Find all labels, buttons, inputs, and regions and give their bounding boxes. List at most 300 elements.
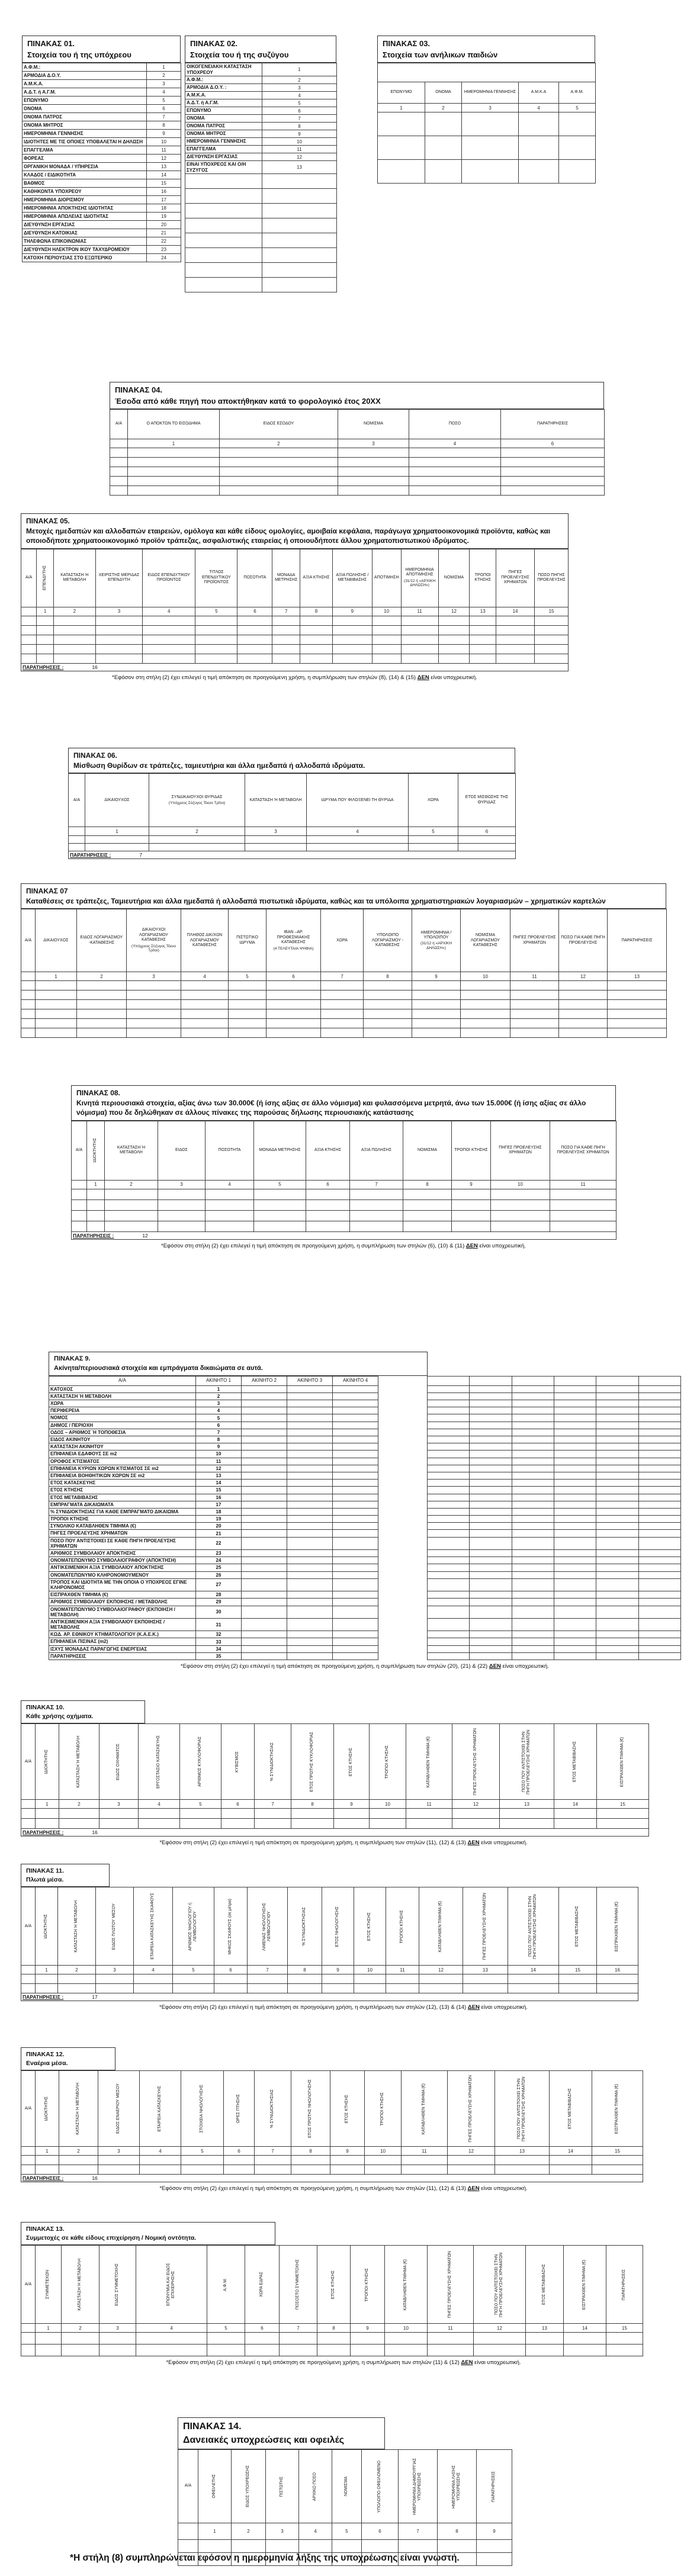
blank-cell[interactable] (229, 981, 266, 990)
blank-cell[interactable] (500, 1809, 554, 1819)
blank-cell[interactable] (461, 981, 510, 990)
blank-cell[interactable] (36, 2156, 59, 2165)
blank-cell[interactable] (496, 654, 535, 663)
blank-cell[interactable] (592, 2165, 643, 2175)
blank-cell[interactable] (195, 644, 237, 654)
blank-cell[interactable] (370, 1809, 406, 1819)
blank-cell[interactable] (333, 1494, 378, 1501)
blank-cell[interactable] (448, 2165, 495, 2175)
blank-cell[interactable] (333, 1472, 378, 1479)
blank-cell[interactable] (37, 625, 53, 635)
blank-cell[interactable] (36, 1000, 77, 1009)
blank-cell[interactable] (98, 2156, 140, 2165)
blank-cell[interactable] (85, 844, 149, 851)
blank-cell[interactable] (59, 1819, 99, 1829)
blank-cell[interactable] (59, 1809, 99, 1819)
blank-cell[interactable] (58, 1984, 96, 1993)
blank-cell[interactable] (596, 1571, 638, 1578)
blank-cell[interactable] (402, 2165, 448, 2175)
blank-cell[interactable] (62, 2333, 99, 2345)
blank-cell[interactable] (428, 1557, 470, 1564)
blank-cell[interactable] (110, 467, 128, 477)
blank-cell[interactable] (242, 1451, 287, 1458)
blank-cell[interactable] (512, 1458, 554, 1465)
blank-cell[interactable] (638, 1530, 680, 1537)
blank-cell[interactable] (596, 1537, 638, 1549)
blank-cell[interactable] (229, 1028, 266, 1038)
blank-cell[interactable] (350, 1221, 403, 1231)
blank-cell[interactable] (287, 1591, 333, 1599)
blank-cell[interactable] (428, 1618, 470, 1630)
blank-cell[interactable] (512, 1516, 554, 1523)
blank-cell[interactable] (242, 1631, 287, 1638)
blank-cell[interactable] (470, 635, 496, 644)
blank-cell[interactable] (608, 1028, 667, 1038)
blank-cell[interactable] (21, 654, 37, 663)
blank-cell[interactable] (181, 1019, 229, 1028)
blank-cell[interactable] (362, 2540, 399, 2553)
blank-cell[interactable] (143, 625, 195, 635)
blank-cell[interactable] (333, 1606, 378, 1618)
blank-cell[interactable] (287, 1578, 333, 1591)
blank-cell[interactable] (477, 2540, 512, 2553)
blank-cell[interactable] (21, 2156, 36, 2165)
blank-cell[interactable] (470, 1472, 512, 1479)
blank-cell[interactable] (554, 1414, 596, 1422)
blank-cell[interactable] (181, 1009, 229, 1019)
blank-cell[interactable] (458, 836, 516, 844)
blank-cell[interactable] (554, 1516, 596, 1523)
blank-cell[interactable] (96, 1974, 134, 1984)
blank-cell[interactable] (221, 1809, 255, 1819)
blank-cell[interactable] (412, 981, 461, 990)
blank-cell[interactable] (224, 2165, 255, 2175)
blank-cell[interactable] (242, 1599, 287, 1606)
blank-cell[interactable] (333, 1516, 378, 1523)
blank-cell[interactable] (526, 2333, 564, 2345)
blank-cell[interactable] (272, 616, 300, 625)
blank-cell[interactable] (221, 1819, 255, 1829)
blank-cell[interactable] (77, 981, 127, 990)
blank-cell[interactable] (559, 990, 608, 1000)
blank-cell[interactable] (262, 248, 337, 263)
blank-cell[interactable] (596, 1508, 638, 1515)
blank-cell[interactable] (372, 616, 401, 625)
blank-cell[interactable] (501, 486, 605, 496)
blank-cell[interactable] (470, 1618, 512, 1630)
blank-cell[interactable] (428, 1436, 470, 1443)
blank-cell[interactable] (564, 2333, 606, 2345)
blank-cell[interactable] (638, 1472, 680, 1479)
blank-cell[interactable] (299, 2540, 332, 2553)
blank-cell[interactable] (21, 1000, 36, 1009)
blank-cell[interactable] (333, 1537, 378, 1549)
blank-cell[interactable] (554, 1443, 596, 1451)
blank-cell[interactable] (638, 1407, 680, 1414)
blank-cell[interactable] (412, 1009, 461, 1019)
blank-cell[interactable] (245, 844, 307, 851)
blank-cell[interactable] (262, 218, 337, 233)
blank-cell[interactable] (550, 1189, 616, 1199)
blank-cell[interactable] (242, 1407, 287, 1414)
blank-cell[interactable] (338, 458, 409, 467)
blank-cell[interactable] (272, 644, 300, 654)
blank-cell[interactable] (351, 2345, 385, 2356)
blank-cell[interactable] (554, 1645, 596, 1652)
blank-cell[interactable] (242, 1385, 287, 1392)
blank-cell[interactable] (287, 1516, 333, 1523)
blank-cell[interactable] (419, 1974, 463, 1984)
blank-cell[interactable] (428, 1407, 470, 1414)
blank-cell[interactable] (378, 136, 425, 160)
blank-cell[interactable] (332, 654, 372, 663)
blank-cell[interactable] (333, 1407, 378, 1414)
blank-cell[interactable] (596, 1472, 638, 1479)
blank-cell[interactable] (554, 1508, 596, 1515)
blank-cell[interactable] (229, 990, 266, 1000)
blank-cell[interactable] (95, 654, 142, 663)
blank-cell[interactable] (554, 1422, 596, 1429)
blank-cell[interactable] (72, 1189, 87, 1199)
blank-cell[interactable] (501, 448, 605, 458)
blank-cell[interactable] (458, 844, 516, 851)
blank-cell[interactable] (181, 990, 229, 1000)
blank-cell[interactable] (128, 448, 220, 458)
blank-cell[interactable] (535, 625, 569, 635)
blank-cell[interactable] (638, 1385, 680, 1392)
blank-cell[interactable] (470, 1487, 512, 1494)
blank-cell[interactable] (333, 1465, 378, 1472)
blank-cell[interactable] (638, 1487, 680, 1494)
blank-cell[interactable] (638, 1523, 680, 1530)
blank-cell[interactable] (255, 1819, 291, 1829)
blank-cell[interactable] (438, 644, 470, 654)
blank-cell[interactable] (21, 644, 37, 654)
blank-cell[interactable] (180, 1809, 221, 1819)
blank-cell[interactable] (185, 204, 262, 218)
blank-cell[interactable] (554, 1631, 596, 1638)
blank-cell[interactable] (69, 836, 85, 844)
blank-cell[interactable] (287, 1557, 333, 1564)
blank-cell[interactable] (512, 1429, 554, 1436)
blank-cell[interactable] (307, 844, 409, 851)
blank-cell[interactable] (491, 1221, 550, 1231)
blank-cell[interactable] (266, 1028, 321, 1038)
blank-cell[interactable] (291, 2156, 330, 2165)
blank-cell[interactable] (596, 1443, 638, 1451)
blank-cell[interactable] (242, 1578, 287, 1591)
blank-cell[interactable] (559, 1019, 608, 1028)
blank-cell[interactable] (255, 2165, 291, 2175)
blank-cell[interactable] (306, 1199, 350, 1210)
blank-cell[interactable] (554, 1638, 596, 1645)
blank-cell[interactable] (322, 1984, 354, 1993)
blank-cell[interactable] (36, 1019, 77, 1028)
blank-cell[interactable] (596, 1385, 638, 1392)
blank-cell[interactable] (205, 1221, 254, 1231)
blank-cell[interactable] (287, 1523, 333, 1530)
blank-cell[interactable] (110, 448, 128, 458)
blank-cell[interactable] (510, 1019, 559, 1028)
blank-cell[interactable] (242, 1606, 287, 1618)
blank-cell[interactable] (438, 635, 470, 644)
blank-cell[interactable] (333, 1557, 378, 1564)
blank-cell[interactable] (333, 1591, 378, 1599)
blank-cell[interactable] (36, 1819, 59, 1829)
blank-cell[interactable] (242, 1487, 287, 1494)
blank-cell[interactable] (554, 1407, 596, 1414)
blank-cell[interactable] (535, 644, 569, 654)
blank-cell[interactable] (554, 1578, 596, 1591)
blank-cell[interactable] (462, 136, 519, 160)
blank-cell[interactable] (501, 458, 605, 467)
blank-cell[interactable] (333, 1578, 378, 1591)
blank-cell[interactable] (608, 1009, 667, 1019)
blank-cell[interactable] (333, 1414, 378, 1422)
blank-cell[interactable] (53, 635, 95, 644)
blank-cell[interactable] (554, 1819, 597, 1829)
blank-cell[interactable] (287, 1443, 333, 1451)
blank-cell[interactable] (559, 160, 596, 184)
blank-cell[interactable] (638, 1599, 680, 1606)
blank-cell[interactable] (470, 1480, 512, 1487)
blank-cell[interactable] (438, 616, 470, 625)
blank-cell[interactable] (638, 1458, 680, 1465)
blank-cell[interactable] (287, 1645, 333, 1652)
blank-cell[interactable] (354, 1974, 386, 1984)
blank-cell[interactable] (99, 2345, 136, 2356)
blank-cell[interactable] (554, 1472, 596, 1479)
blank-cell[interactable] (638, 1443, 680, 1451)
blank-cell[interactable] (385, 2333, 428, 2345)
blank-cell[interactable] (242, 1550, 287, 1557)
blank-cell[interactable] (526, 2345, 564, 2356)
blank-cell[interactable] (364, 981, 412, 990)
blank-cell[interactable] (300, 616, 333, 625)
blank-cell[interactable] (428, 1494, 470, 1501)
blank-cell[interactable] (317, 2345, 351, 2356)
blank-cell[interactable] (332, 2540, 362, 2553)
blank-cell[interactable] (470, 1516, 512, 1523)
blank-cell[interactable] (425, 160, 462, 184)
blank-cell[interactable] (95, 616, 142, 625)
blank-cell[interactable] (508, 1984, 559, 1993)
blank-cell[interactable] (77, 1009, 127, 1019)
blank-cell[interactable] (205, 1199, 254, 1210)
blank-cell[interactable] (229, 1019, 266, 1028)
blank-cell[interactable] (36, 2165, 59, 2175)
blank-cell[interactable] (638, 1645, 680, 1652)
blank-cell[interactable] (554, 1599, 596, 1606)
blank-cell[interactable] (149, 836, 245, 844)
blank-cell[interactable] (105, 1189, 158, 1199)
blank-cell[interactable] (638, 1638, 680, 1645)
blank-cell[interactable] (428, 1591, 470, 1599)
blank-cell[interactable] (512, 1530, 554, 1537)
blank-cell[interactable] (519, 112, 559, 136)
blank-cell[interactable] (87, 1210, 105, 1221)
blank-cell[interactable] (597, 1984, 638, 1993)
blank-cell[interactable] (470, 1638, 512, 1645)
blank-cell[interactable] (428, 1414, 470, 1422)
blank-cell[interactable] (272, 625, 300, 635)
blank-cell[interactable] (559, 112, 596, 136)
blank-cell[interactable] (425, 136, 462, 160)
blank-cell[interactable] (242, 1465, 287, 1472)
blank-cell[interactable] (95, 635, 142, 644)
blank-cell[interactable] (372, 654, 401, 663)
blank-cell[interactable] (428, 1400, 470, 1407)
blank-cell[interactable] (554, 1564, 596, 1571)
blank-cell[interactable] (77, 1028, 127, 1038)
blank-cell[interactable] (185, 218, 262, 233)
blank-cell[interactable] (287, 1530, 333, 1537)
blank-cell[interactable] (242, 1392, 287, 1400)
blank-cell[interactable] (452, 1189, 491, 1199)
blank-cell[interactable] (608, 1000, 667, 1009)
blank-cell[interactable] (288, 1984, 322, 1993)
blank-cell[interactable] (512, 1578, 554, 1591)
blank-cell[interactable] (596, 1487, 638, 1494)
blank-cell[interactable] (77, 1019, 127, 1028)
blank-cell[interactable] (470, 1652, 512, 1660)
blank-cell[interactable] (638, 1618, 680, 1630)
blank-cell[interactable] (512, 1494, 554, 1501)
blank-cell[interactable] (470, 644, 496, 654)
blank-cell[interactable] (512, 1385, 554, 1392)
blank-cell[interactable] (470, 1645, 512, 1652)
blank-cell[interactable] (470, 1631, 512, 1638)
blank-cell[interactable] (402, 2156, 448, 2165)
blank-cell[interactable] (512, 1638, 554, 1645)
blank-cell[interactable] (229, 1000, 266, 1009)
blank-cell[interactable] (597, 1819, 649, 1829)
blank-cell[interactable] (242, 1422, 287, 1429)
blank-cell[interactable] (85, 836, 149, 844)
blank-cell[interactable] (287, 1550, 333, 1557)
blank-cell[interactable] (266, 2540, 299, 2553)
blank-cell[interactable] (237, 654, 272, 663)
blank-cell[interactable] (554, 1606, 596, 1618)
blank-cell[interactable] (386, 1974, 419, 1984)
blank-cell[interactable] (242, 1414, 287, 1422)
blank-cell[interactable] (596, 1392, 638, 1400)
blank-cell[interactable] (364, 1028, 412, 1038)
blank-cell[interactable] (242, 1443, 287, 1451)
blank-cell[interactable] (364, 1019, 412, 1028)
blank-cell[interactable] (333, 1645, 378, 1652)
blank-cell[interactable] (87, 1199, 105, 1210)
blank-cell[interactable] (470, 1530, 512, 1537)
blank-cell[interactable] (470, 1537, 512, 1549)
blank-cell[interactable] (245, 2345, 280, 2356)
blank-cell[interactable] (140, 2156, 181, 2165)
blank-cell[interactable] (638, 1652, 680, 1660)
blank-cell[interactable] (21, 2165, 36, 2175)
blank-cell[interactable] (36, 981, 77, 990)
blank-cell[interactable] (554, 1385, 596, 1392)
blank-cell[interactable] (409, 844, 458, 851)
blank-cell[interactable] (554, 1429, 596, 1436)
blank-cell[interactable] (608, 1019, 667, 1028)
blank-cell[interactable] (242, 1472, 287, 1479)
blank-cell[interactable] (412, 1028, 461, 1038)
blank-cell[interactable] (428, 1516, 470, 1523)
blank-cell[interactable] (220, 458, 338, 467)
blank-cell[interactable] (105, 1199, 158, 1210)
blank-cell[interactable] (87, 1189, 105, 1199)
blank-cell[interactable] (461, 1000, 510, 1009)
blank-cell[interactable] (205, 1189, 254, 1199)
blank-cell[interactable] (300, 635, 333, 644)
blank-cell[interactable] (638, 1414, 680, 1422)
blank-cell[interactable] (378, 63, 596, 82)
blank-cell[interactable] (266, 990, 321, 1000)
blank-cell[interactable] (386, 1984, 419, 1993)
blank-cell[interactable] (321, 1000, 364, 1009)
blank-cell[interactable] (364, 1000, 412, 1009)
blank-cell[interactable] (470, 1564, 512, 1571)
blank-cell[interactable] (21, 635, 37, 644)
blank-cell[interactable] (512, 1606, 554, 1618)
blank-cell[interactable] (287, 1429, 333, 1436)
blank-cell[interactable] (330, 2156, 365, 2165)
blank-cell[interactable] (266, 1009, 321, 1019)
blank-cell[interactable] (333, 1400, 378, 1407)
blank-cell[interactable] (512, 1618, 554, 1630)
blank-cell[interactable] (185, 189, 262, 204)
blank-cell[interactable] (496, 635, 535, 644)
blank-cell[interactable] (428, 1480, 470, 1487)
blank-cell[interactable] (438, 625, 470, 635)
blank-cell[interactable] (409, 458, 501, 467)
blank-cell[interactable] (332, 616, 372, 625)
blank-cell[interactable] (596, 1523, 638, 1530)
blank-cell[interactable] (21, 1809, 36, 1819)
blank-cell[interactable] (596, 1516, 638, 1523)
blank-cell[interactable] (287, 1472, 333, 1479)
blank-cell[interactable] (550, 1210, 616, 1221)
blank-cell[interactable] (428, 2333, 474, 2345)
blank-cell[interactable] (333, 1429, 378, 1436)
blank-cell[interactable] (559, 1984, 597, 1993)
blank-cell[interactable] (606, 2345, 643, 2356)
blank-cell[interactable] (21, 1028, 36, 1038)
blank-cell[interactable] (596, 1451, 638, 1458)
blank-cell[interactable] (287, 1606, 333, 1618)
blank-cell[interactable] (470, 1550, 512, 1557)
blank-cell[interactable] (461, 1028, 510, 1038)
blank-cell[interactable] (272, 635, 300, 644)
blank-cell[interactable] (512, 1392, 554, 1400)
blank-cell[interactable] (550, 2156, 592, 2165)
blank-cell[interactable] (596, 1591, 638, 1599)
blank-cell[interactable] (110, 477, 128, 486)
blank-cell[interactable] (287, 1618, 333, 1630)
blank-cell[interactable] (333, 1480, 378, 1487)
blank-cell[interactable] (127, 1000, 181, 1009)
blank-cell[interactable] (287, 1465, 333, 1472)
blank-cell[interactable] (287, 1638, 333, 1645)
blank-cell[interactable] (412, 990, 461, 1000)
blank-cell[interactable] (638, 1578, 680, 1591)
blank-cell[interactable] (242, 1458, 287, 1465)
blank-cell[interactable] (401, 654, 438, 663)
blank-cell[interactable] (638, 1571, 680, 1578)
blank-cell[interactable] (36, 1974, 58, 1984)
blank-cell[interactable] (178, 2540, 198, 2553)
blank-cell[interactable] (232, 2540, 266, 2553)
